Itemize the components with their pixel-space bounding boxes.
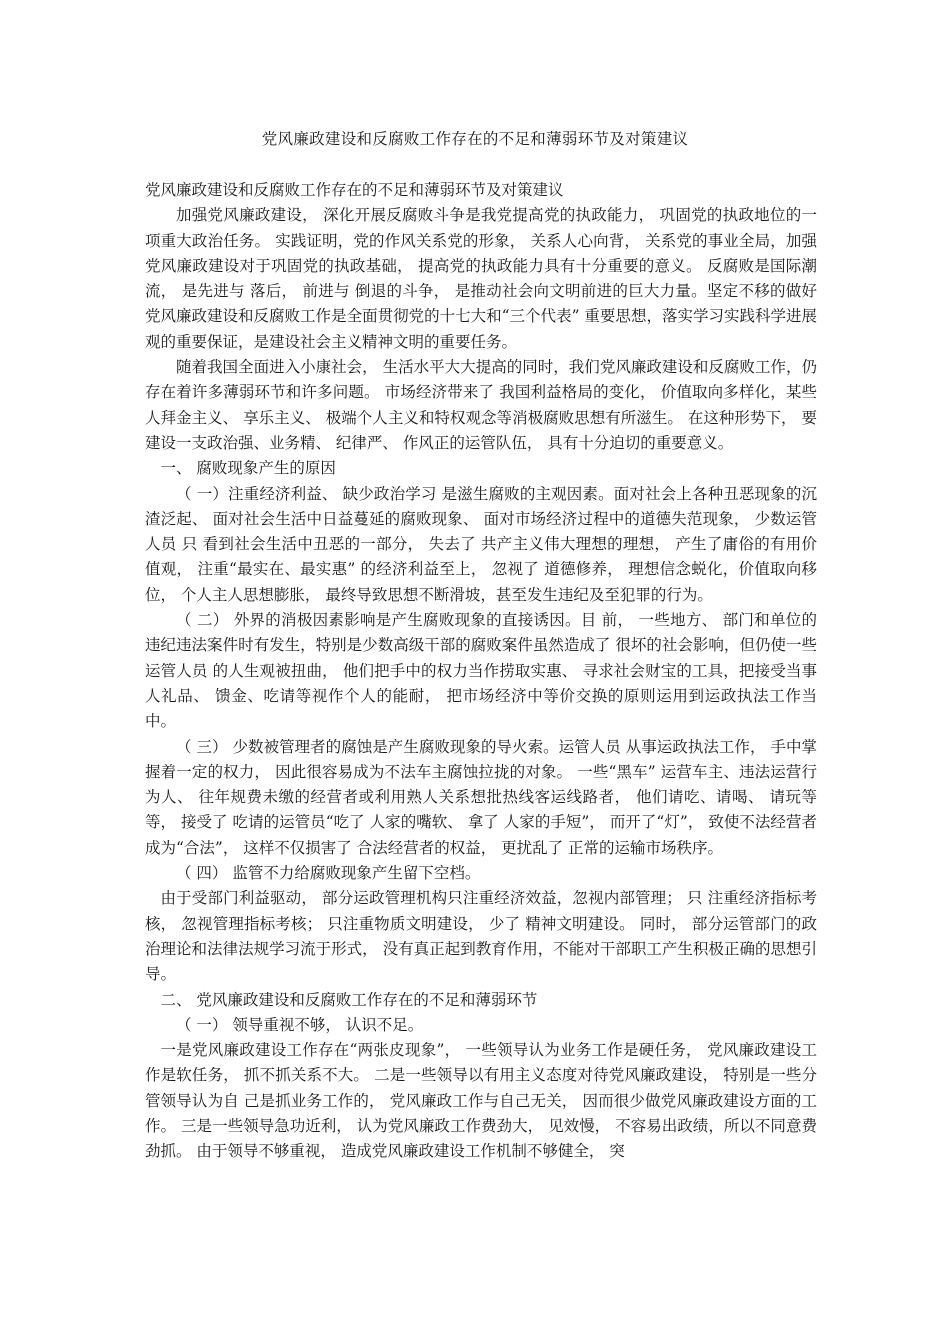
paragraph: 一是党风廉政建设工作存在“两张皮现象”， 一些领导认为业务工作是硬任务， 党风廉政建设工作是软任务， 抓不抓关系不大。 二是一些领导以有用主义态度对待党风廉政建设， 特别是一些分管领导认为自 己是抓业务工作的， 党风廉政工作与自己无关， 因而很少做党风廉政建设方面的工作。 三是一些领导急功近利， 认为党风廉政工作费劲大， 见效慢， 不容易出政绩，所以不同意费劲抓。 由于领导不够重视， 造成党风廉政建设工作机制不够健全， 突 xyxy=(145,1041,817,1161)
paragraph: （ 一）注重经济利益、 缺少政治学习 是滋生腐败的主观因素。面对社会上各种丑恶现象的沉渣泛起、 面对社会生活中日益蔓延的腐败现象、 面对市场经济过程中的道德失范现象， 少数运管人员 只 看到社会生活中丑恶的一部分， 失去了 共产主义伟大理想的理想， 产生了庸俗的有用价值观， 注重“最实在、最实惠” 的经济利益至上， 忽视了 道德修养， 理想信念蜕化，价值取向移位， 个人主人思想膨胀， 最终导致思想不断滑坡，甚至发生违纪及至犯罪的行为。 xyxy=(145,484,817,604)
paragraph: 随着我国全面进入小康社会， 生活水平大大提高的同时，我们党风廉政建设和反腐败工作，仍存在着许多薄弱环节和许多问题。 市场经济带来了 我国利益格局的变化， 价值取向多样化，某些人拜金主义、 享乐主义、 极端个人主义和特权观念等消极腐败思想有所滋生。 在这种形势下， 要建设一支政治强、业务精、 纪律严、 作风正的运管队伍， 具有十分迫切的重要意义。 xyxy=(145,358,817,452)
paragraph: 由于受部门利益驱动， 部分运政管理机构只注重经济效益，忽视内部管理； 只 注重经济指标考核， 忽视管理指标考核； 只注重物质文明建设， 少了 精神文明建设。 同时， 部分运管部门的政治理论和法律法规学习流于形式， 没有真正起到教育作用，不能对干部职工产生积极正确的思想引 导。 xyxy=(145,889,817,984)
paragraph: （ 二） 外界的消极因素影响是产生腐败现象的直接诱因。目 前， 一些地方、 部门和单位的违纪违法案件时有发生，特别是少数高级干部的腐败案件虽然造成了 很坏的社会影响，但仍使一些运管人员 的人生观被扭曲， 他们把手中的权力当作捞取实惠、 寻求社会财宝的工具，把接受当事人礼品、 馈金、吃请等视作个人的能耐， 把市场经济中等价交换的原则运用到运政执法工作当中。 xyxy=(145,611,817,731)
section-heading: 二、 党风廉政建设和反腐败工作存在的不足和薄弱环节 xyxy=(160,990,538,1009)
subsection-heading: （ 一） 领导重视不够， 认识不足。 xyxy=(176,1015,424,1034)
document-body xyxy=(145,178,817,1165)
subsection-heading: （ 四） 监管不力给腐败现象产生留下空档。 xyxy=(176,864,481,883)
paragraph: 加强党风廉政建设， 深化开展反腐败斗争是我党提高党的执政能力， 巩固党的执政地位的一项重大政治任务。 实践证明，党的作风关系党的形象， 关系人心向背， 关系党的事业全局，加强党风廉政建设对于巩固党的执政基础， 提高党的执政能力具有十分重要的意义。 反腐败是国际潮流， 是先进与 落后， 前进与 倒退的斗争， 是推动社会向文明前进的巨大力量。坚定不移的做好党风廉政建设和反腐败工作是全面贯彻党的十七大和“三个代表” 重要思想，落实学习实践科学进展观的重要保证，是建设社会主义精神文明的重要任务。 xyxy=(145,206,817,351)
paragraph: （ 三） 少数被管理者的腐蚀是产生腐败现象的导火索。运管人员 从事运政执法工作， 手中掌握着一定的权力， 因此很容易成为不法车主腐蚀拉拢的对象。 一些“黑车” 运营车主、违法运营行为人、 往年规费未缴的经营者或利用熟人关系想批热线客运线路者， 他们请吃、请喝、 请玩等等， 接受了 吃请的运管员“吃了 人家的嘴软、 拿了 人家的手短”， 而开了“灯”， 致使不法经营者成为“合法”， 这样不仅损害了 合法经营者的权益， 更扰乱了 正常的运输市场秩序。 xyxy=(145,737,817,857)
section-heading: 一、 腐败现象产生的原因 xyxy=(160,459,336,478)
document-title: 党风廉政建设和反腐败工作存在的不足和薄弱环节及对策建议 xyxy=(261,130,689,148)
document-subtitle: 党风廉政建设和反腐败工作存在的不足和薄弱环节及对策建议 xyxy=(145,181,564,199)
